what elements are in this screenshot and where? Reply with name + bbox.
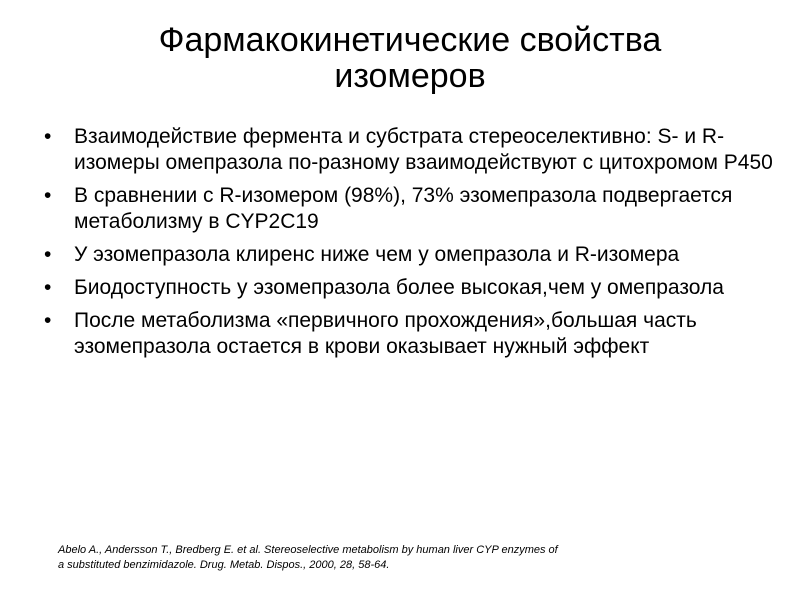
slide-title-line-1: Фармакокинетические свойства xyxy=(158,21,662,59)
slide-title-line-2: изомеров xyxy=(334,57,486,95)
bullet-item-5 xyxy=(44,308,774,360)
bullet-marker-icon: • xyxy=(44,309,52,332)
bullet-marker-icon: • xyxy=(44,125,52,148)
citation-footnote: Abelo A., Andersson T., Bredberg E. et al. Stereoselective metabolism by human liver CYP enzymes of a substituted benzimidazole. Drug. Metab. Dispos., 2000, 28, 58-64. xyxy=(58,544,558,571)
bullet-marker-icon: • xyxy=(44,243,52,266)
slide-title xyxy=(110,22,710,94)
bullet-text-2: В сравнении с R-изомером (98%), 73% эзомепразола подвергается метаболизму в CYP2C19 xyxy=(74,184,733,233)
bullet-item-3 xyxy=(44,242,774,268)
bullet-text-5: После метаболизма «первичного прохождения»,большая часть эзомепразола остается в крови оказывает нужный эффект xyxy=(74,309,697,358)
bullet-marker-icon: • xyxy=(44,276,52,299)
bullet-item-2 xyxy=(44,183,774,235)
bullet-text-3: У эзомепразола клиренс ниже чем у омепразола и R-изомера xyxy=(74,243,680,266)
bullet-list xyxy=(44,124,774,367)
bullet-marker-icon: • xyxy=(44,184,52,207)
bullet-item-1 xyxy=(44,124,774,176)
bullet-text-4: Биодоступность у эзомепразола более высокая,чем у омепразола xyxy=(74,276,724,299)
bullet-item-4 xyxy=(44,275,774,301)
bullet-text-1: Взаимодействие фермента и субстрата стереоселективно: S- и R-изомеры омепразола по-разному взаимодействуют с цитохромом P450 xyxy=(74,125,773,174)
